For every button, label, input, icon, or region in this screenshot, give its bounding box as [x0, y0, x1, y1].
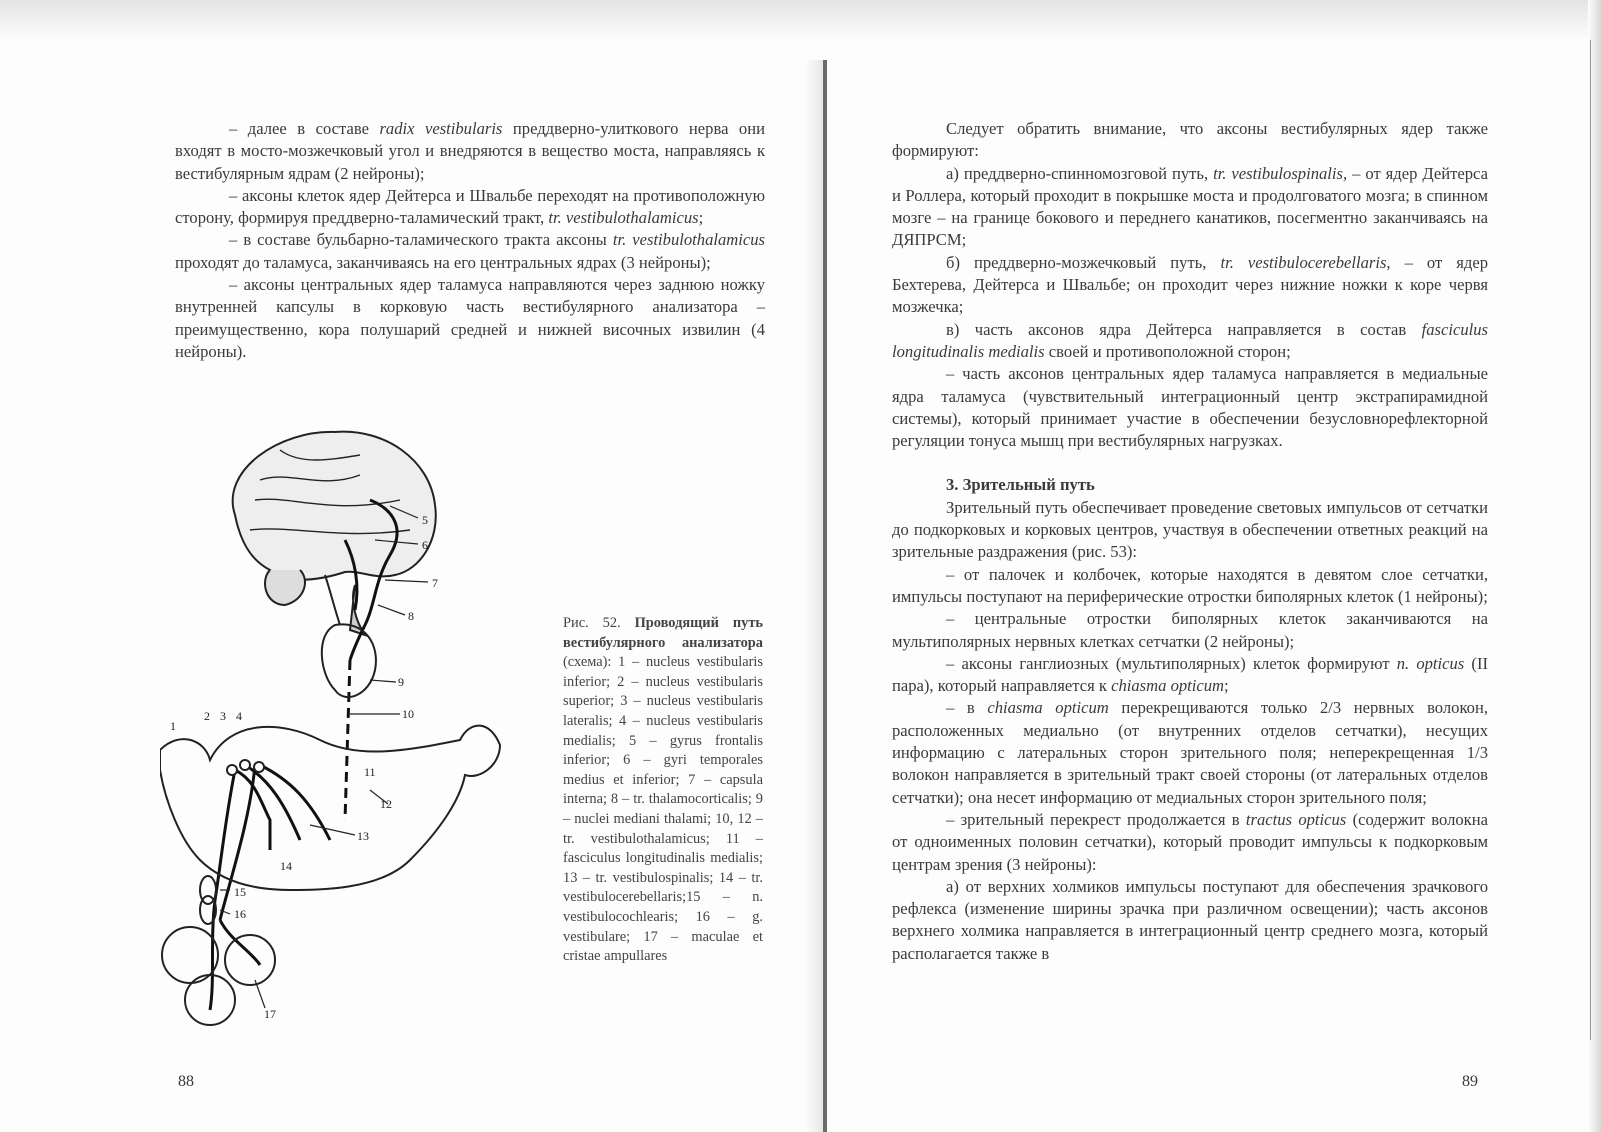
figure-label: 14: [280, 859, 292, 873]
section-heading: 3. Зрительный путь: [946, 475, 1095, 495]
paragraph: – центральные отростки биполярных клеток заканчиваются на мультиполярных нервных клетках сетчатки (2 нейроны);: [892, 609, 1488, 651]
page-number: 89: [1462, 1073, 1478, 1090]
nucleus-circles: [227, 760, 264, 775]
figure-label: 5: [422, 513, 428, 527]
scan-shadow: [0, 0, 1601, 40]
figure-label: 17: [264, 1007, 276, 1021]
figure-label: 7: [432, 576, 438, 590]
figure-label: 8: [408, 609, 414, 623]
book-gutter: [823, 60, 827, 1132]
leader-lines: [220, 506, 428, 1008]
figure-label: 3: [220, 709, 226, 723]
gutter-shadow: [805, 60, 823, 1132]
brainstem-outline: [160, 726, 500, 890]
paragraph: – аксоны центральных ядер таламуса направляются через заднюю ножку внутренней капсулы в корковую часть вестибулярного анализатора – преимущественно, кора полушарий средней и нижней височных извилин (4 нейроны).: [175, 275, 765, 361]
paragraph: Следует обратить внимание, что аксоны вестибулярных ядер также формируют:: [892, 119, 1488, 161]
paragraph: – далее в составе radix vestibularis преддверно-улиткового нерва они входят в мосто-мозжечковый угол и внедряются в вещество моста, направляясь к вестибулярным ядрам (2 нейроны);: [175, 119, 765, 183]
paragraph: – аксоны ганглиозных (мультиполярных) клеток формируют n. opticus (II пара), который направляется к chiasma opticum;: [892, 653, 1488, 696]
figure-caption: Рис. 52. Проводящий путь вестибулярного анализатора (схема): 1 – nucleus vestibularis inferior; 2 – nucleus vestibularis superior; 3 – nucleus vestibularis lateralis; 4 – nucleus vestibularis medialis; 5 – gyrus frontalis inferior; 6 – gyri temporales medius et inferior; 7 – capsula interna; 8 – tr. thalamocorticalis; 9 – nuclei mediani thalami; 10, 12 – tr. vestibulothalamicus; 11 – fasciculus longitudinalis medialis; 13 – tr. vestibulospinalis; 14 – tr. vestibulocerebellaris;15 – n. vestibulocochlearis; 16 – g. vestibulare; 17 – maculae et cristae ampullares: [563, 615, 763, 965]
page-edge: [1588, 0, 1601, 1132]
right-page-text: [892, 118, 1488, 965]
figure-label: 1: [170, 719, 176, 733]
paragraph: а) преддверно-спинномозговой путь, tr. vestibulospinalis, – от ядер Дейтерса и Роллера, который проходит в покрышке моста и продолговатого мозга; в спинном мозге – на границе бокового и переднего канатиков, посегментно заканчиваясь на ДЯПРСМ;: [892, 163, 1488, 250]
paragraph: а) от верхних холмиков импульсы поступают для обеспечения зрачкового рефлекса (изменение ширины зрачка при различном освещении); часть аксонов верхнего холмика направляется в интеграционный центр среднего мозга, который располагается также в: [892, 876, 1488, 963]
left-page-text: [175, 118, 765, 363]
figure-label: 13: [357, 829, 369, 843]
figure-label: 11: [364, 765, 376, 779]
caption-body: 1 – nucleus vestibularis inferior; 2 – nucleus vestibularis superior; 3 – nucleus vestibularis lateralis; 4 – nucleus vestibularis medialis; 5 – gyrus frontalis inferior; 6 – gyri temporales medius et inferior; 7 – capsula interna; 8 – tr. thalamocorticalis; 9 – nuclei mediani thalami; 10, 12 – tr. vestibulothalamicus; 11 – fasciculus longitudinalis medialis; 13 – tr. vestibulospinalis; 14 – tr. vestibulocerebellaris;15 – n. vestibulocochlearis; 16 – g. vestibulare; 17 – maculae et cristae ampullares: [563, 654, 763, 965]
figure-label: 9: [398, 675, 404, 689]
figure-label: 16: [234, 907, 246, 921]
paragraph: – от палочек и колбочек, которые находятся в девятом слое сетчатки, импульсы поступают на периферические отростки биполярных клеток (1 нейроны);: [892, 564, 1488, 606]
figure-label: 4: [236, 709, 242, 723]
paragraph: – часть аксонов центральных ядер таламуса направляется в медиальные ядра таламуса (чувствительный интеграционный центр экстрапирамидной системы), который принимает участие в обеспечении безусловнорефлекторной регуляции тонуса мышц при вестибулярных нагрузках.: [892, 364, 1488, 451]
figure-label: 2: [204, 709, 210, 723]
paragraph: б) преддверно-мозжечковый путь, tr. vestibulocerebellaris, – от ядер Бехтерева, Дейтерса и Швальбе; он проходит через нижние ножки к коре червя мозжечка;: [892, 252, 1488, 317]
figure-label: 6: [422, 538, 428, 552]
paragraph: – в chiasma opticum перекрещиваются только 2/3 нервных волокон, расположенных медиально (от внутренних отделов сетчатки), несущих информацию с латеральных сторон зрительного поля; неперекрещенная 1/3 волокон направляется в зрительный тракт своей стороны (от латеральных отделов сетчатки); она несет информацию от медиальных сторон зрительного поля;: [892, 698, 1489, 807]
paragraph: Зрительный путь обеспечивает проведение световых импульсов от сетчатки до подкорковых и корковых центров, участвуя в обеспечении ответных реакций на зрительные раздражения (рис. 53):: [892, 497, 1488, 562]
vestibular-pathway-figure: [160, 420, 560, 1050]
brain-illustration: [233, 432, 436, 635]
paragraph: – аксоны клеток ядер Дейтерса и Швальбе переходят на противоположную сторону, формируя преддверно-таламический тракт, tr. vestibulothalamicus;: [175, 185, 765, 228]
labyrinth-illustration: [162, 876, 275, 1025]
page-number: 88: [178, 1073, 194, 1090]
paragraph: в) часть аксонов ядра Дейтерса направляется в состав fasciculus longitudinalis medialis своей и противоположной сторон;: [892, 319, 1488, 361]
figure-label: 12: [380, 797, 392, 811]
paragraph: – зрительный перекрест продолжается в tractus opticus (содержит волокна от одноименных половин сетчатки), который проводит импульсы к подкорковым центрам зрения (3 нейроны):: [892, 809, 1488, 874]
figure-label: 15: [234, 885, 246, 899]
paragraph: – в составе бульбарно-таламического тракта аксоны tr. vestibulothalamicus проходят до таламуса, заканчиваясь на его центральных ядрах (3 нейроны);: [175, 230, 765, 272]
figure-label: 10: [402, 707, 414, 721]
